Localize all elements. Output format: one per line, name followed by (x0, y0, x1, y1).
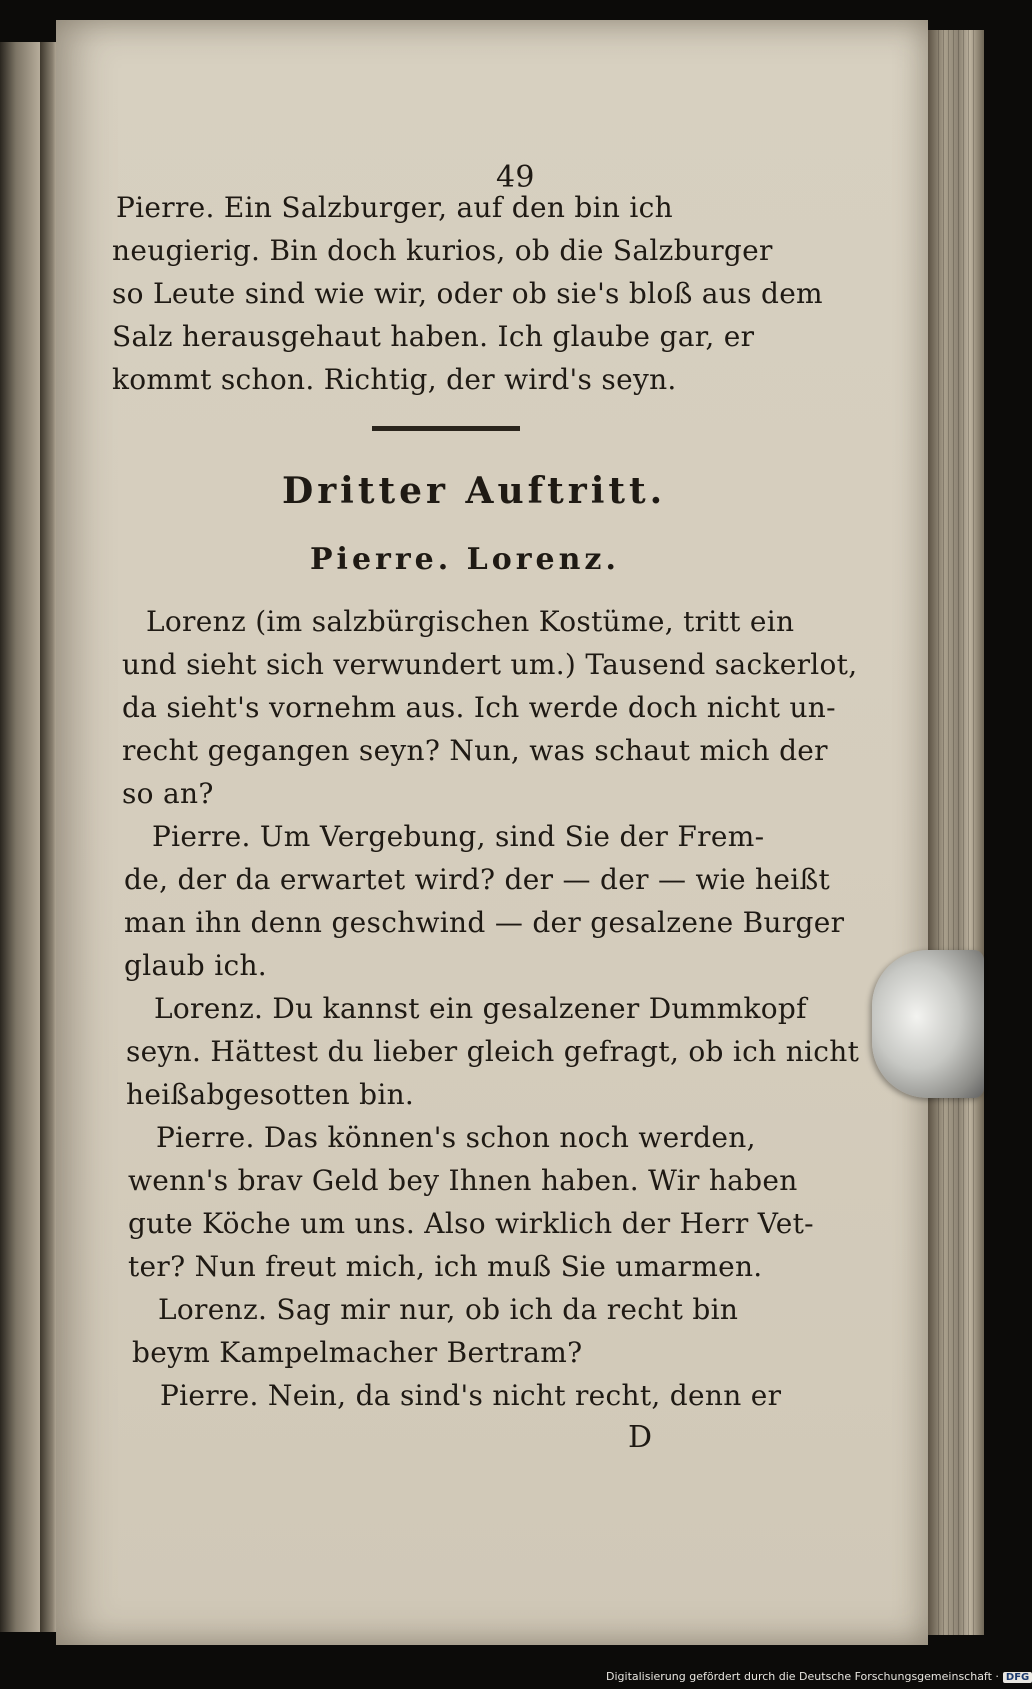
text-line: Pierre. Das können's schon noch werden, (156, 1121, 756, 1154)
text-line: neugierig. Bin doch kurios, ob die Salzburger (112, 234, 773, 267)
text-line: gute Köche um uns. Also wirklich der Herr Vet- (128, 1207, 814, 1240)
text-line: man ihn denn geschwind — der gesalzene Burger (124, 906, 845, 939)
section-rule (372, 426, 520, 431)
text-line: Pierre. Um Vergebung, sind Sie der Frem- (152, 820, 765, 853)
page-stack-lines (938, 30, 978, 1635)
text-line: kommt schon. Richtig, der wird's seyn. (112, 363, 677, 396)
text-line: glaub ich. (124, 949, 267, 982)
text-line: da sieht's vornehm aus. Ich werde doch nicht un- (122, 691, 836, 724)
text-line: und sieht sich verwundert um.) Tausend sackerlot, (122, 648, 858, 681)
book-page (56, 20, 928, 1645)
text-line: de, der da erwartet wird? der — der — wie heißt (124, 863, 831, 896)
text-line: Pierre. Nein, da sind's nicht recht, denn er (160, 1379, 782, 1412)
text-line: wenn's brav Geld bey Ihnen haben. Wir haben (128, 1164, 798, 1197)
credit-text: Digitalisierung gefördert durch die Deutsche Forschungsgemeinschaft · (606, 1670, 999, 1683)
text-line: Lorenz. Du kannst ein gesalzener Dummkopf (154, 992, 807, 1025)
text-line: Lorenz (im salzbürgischen Kostüme, tritt ein (146, 605, 795, 638)
text-line: recht gegangen seyn? Nun, was schaut mich der (122, 734, 828, 767)
text-line: so Leute sind wie wir, oder ob sie's bloß aus dem (112, 277, 823, 310)
page-clip (872, 950, 984, 1098)
text-line: heißabgesotten bin. (126, 1078, 415, 1111)
text-line: Lorenz. Sag mir nur, ob ich da recht bin (158, 1293, 739, 1326)
left-page-edge (0, 42, 40, 1632)
scene-characters: Pierre. Lorenz. (310, 542, 620, 577)
page-number: 49 (496, 160, 535, 195)
scene-heading: Dritter Auftritt. (282, 470, 667, 512)
text-line: Pierre. Ein Salzburger, auf den bin ich (116, 191, 673, 224)
dfg-logo: DFG (1003, 1672, 1032, 1683)
signature-mark: D (628, 1420, 653, 1455)
digitization-credit (606, 1670, 1032, 1683)
text-line: so an? (122, 777, 214, 810)
text-line: seyn. Hättest du lieber gleich gefragt, ob ich nicht (126, 1035, 860, 1068)
text-line: ter? Nun freut mich, ich muß Sie umarmen. (128, 1250, 763, 1283)
text-line: beym Kampelmacher Bertram? (132, 1336, 583, 1369)
text-line: Salz herausgehaut haben. Ich glaube gar, er (112, 320, 755, 353)
